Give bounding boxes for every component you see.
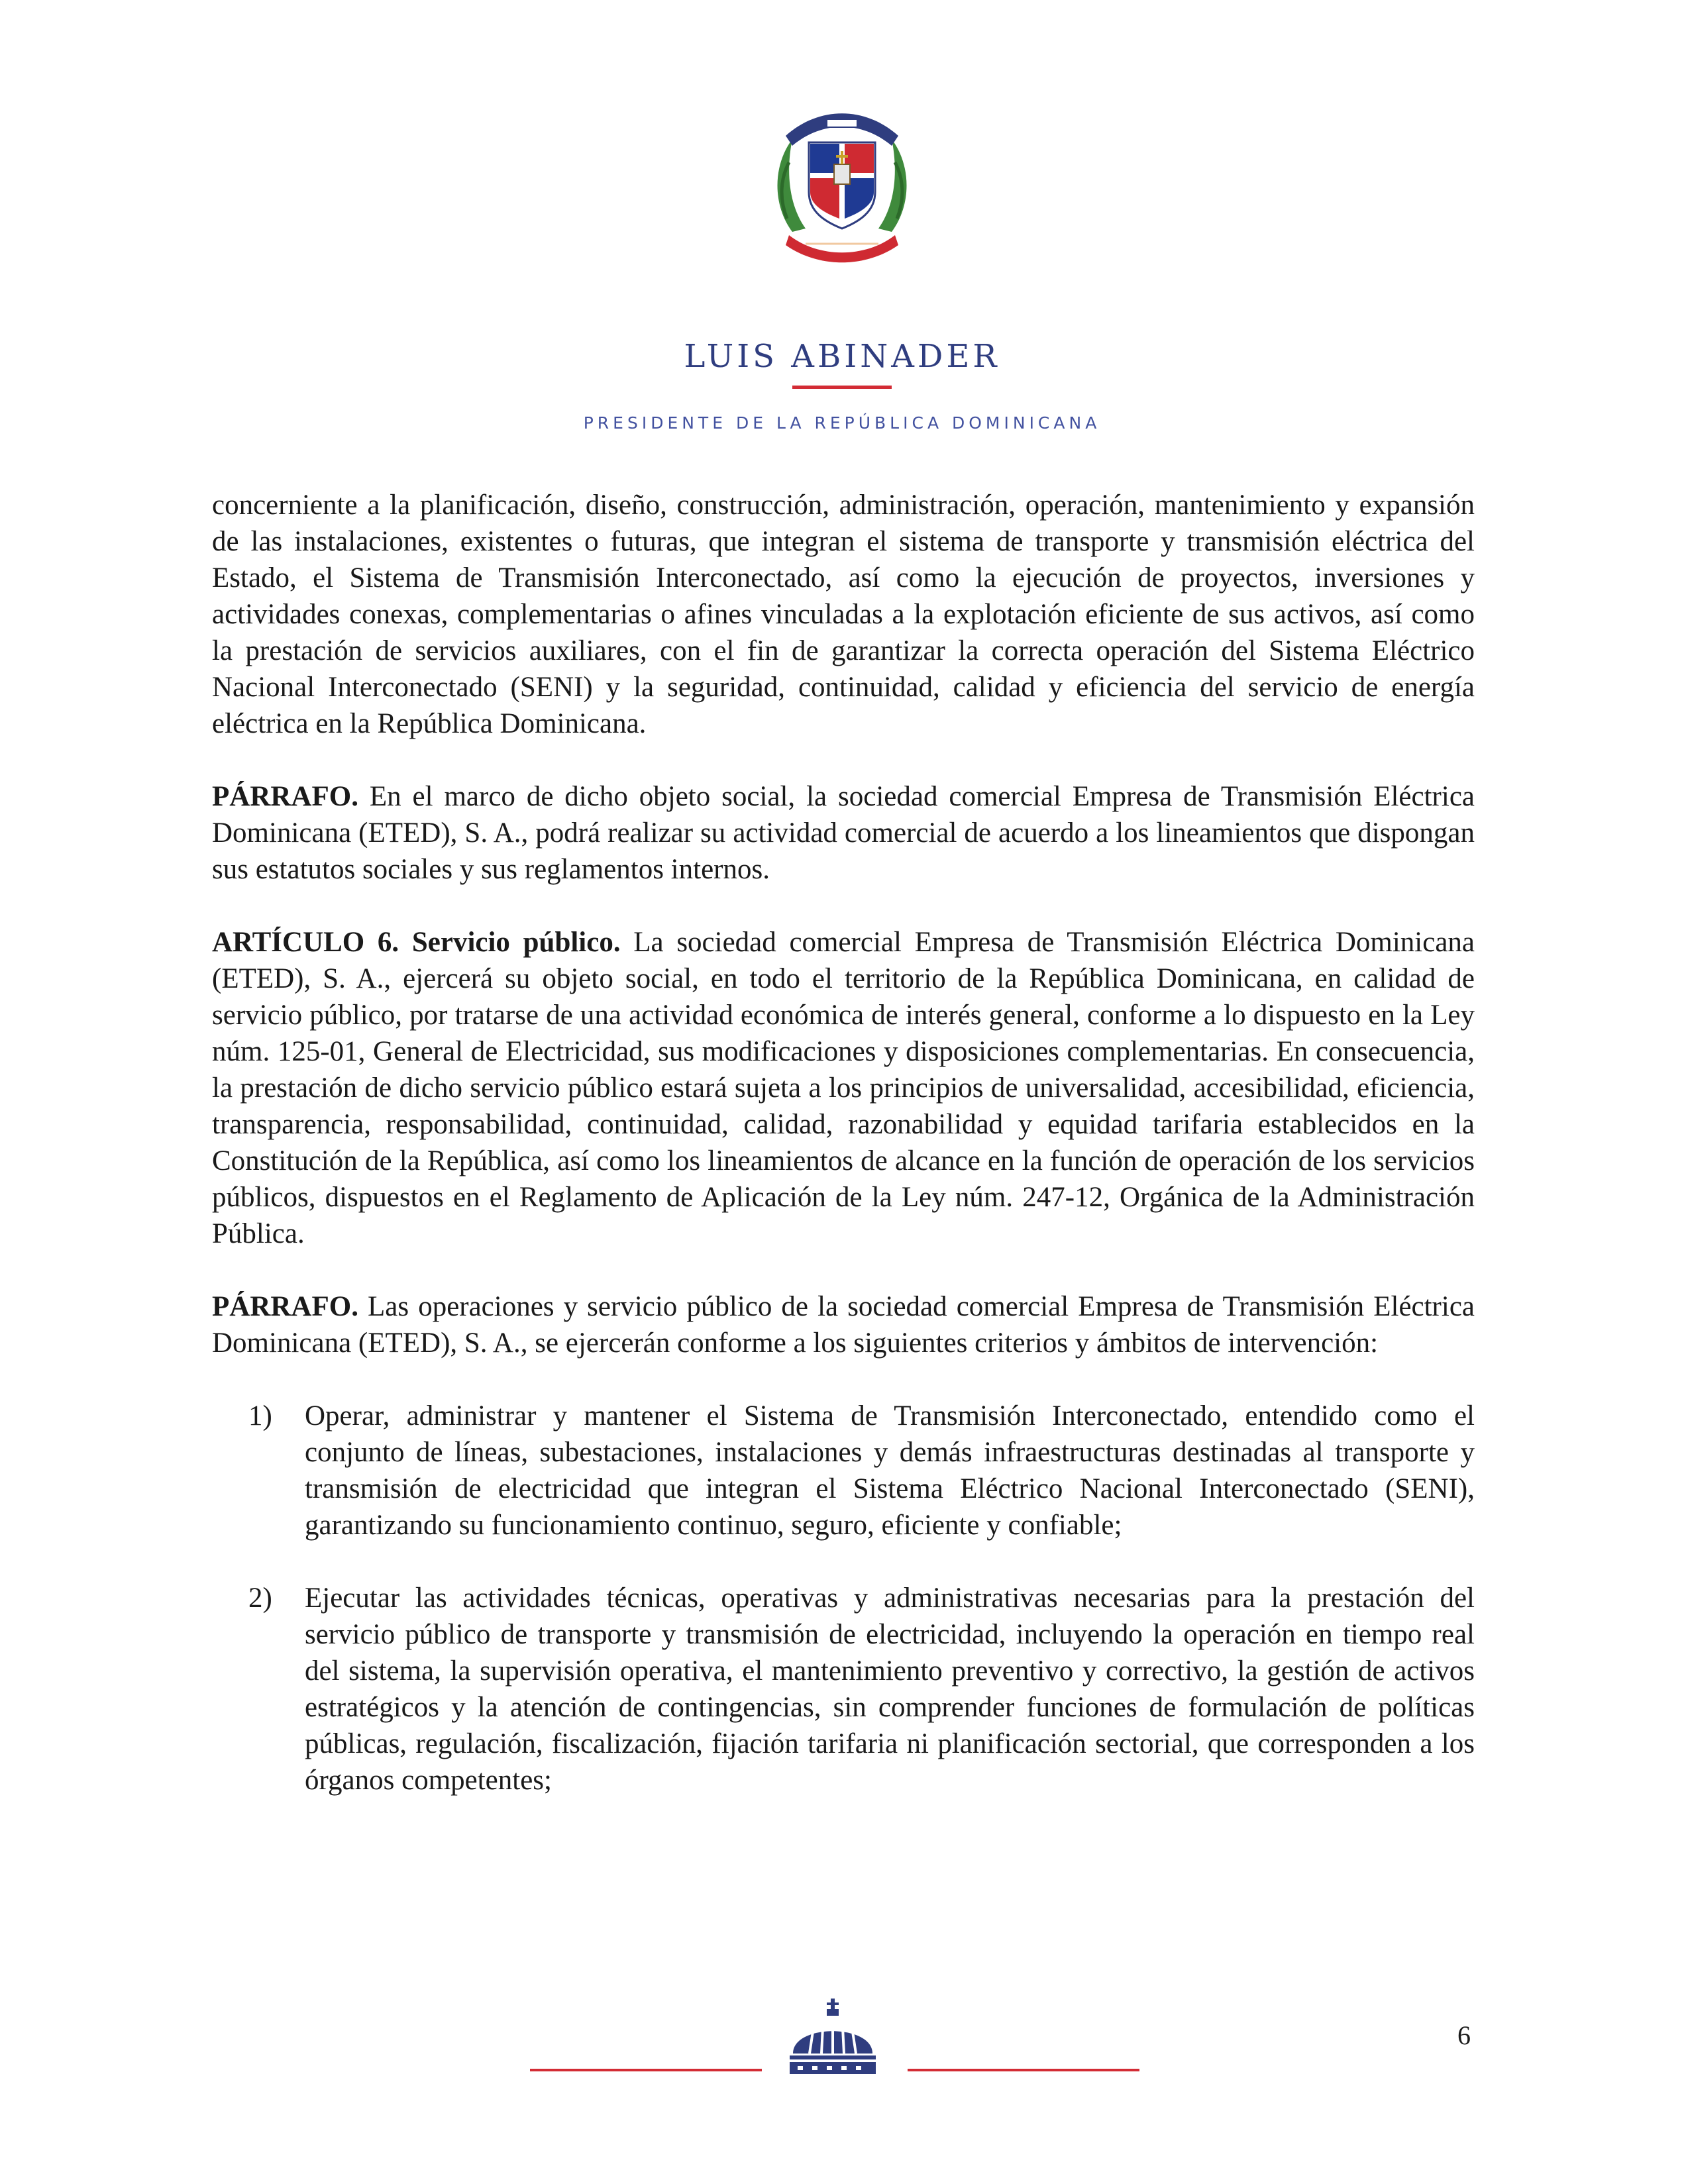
page-number: 6 <box>1457 2020 1471 2050</box>
document-body <box>212 487 1475 1798</box>
footer-divider-right <box>908 2069 1139 2071</box>
letterhead <box>0 99 1684 434</box>
list-item-text: Ejecutar las actividades técnicas, operativas y administrativas necesarias para la prestación del servicio público de transporte y transmisión de electricidad, incluyendo la operación en tiempo real del sistema, la supervisión operativa, el mantenimiento preventivo y correctivo, la gestión de activos estratégicos y la atención de contingencias, sin comprender funciones de formulación de políticas públicas, regulación, fiscalización, fijación tarifaria ni planificación sectorial, que corresponden a los órganos competentes; <box>305 1583 1475 1796</box>
parrafo-2-text: Las operaciones y servicio público de la sociedad comercial Empresa de Transmisión Eléctrica Dominicana (ETED), S. A., se ejercerán conforme a los siguientes criterios y ámbitos de intervención: <box>212 1291 1475 1359</box>
list-item-text: Operar, administrar y mantener el Sistema de Transmisión Interconectado, entendido como el conjunto de líneas, subestaciones, instalaciones y demás infraestructuras destinadas al transporte y transmisión de electricidad que integran el Sistema Eléctrico Nacional Interconectado (SENI), garantizando su funcionamiento continuo, seguro, eficiente y confiable; <box>305 1400 1475 1541</box>
parrafo-2-label: PÁRRAFO. <box>212 1291 358 1322</box>
parrafo-2 <box>212 1288 1475 1361</box>
parrafo-1 <box>212 778 1475 888</box>
letterhead-subtitle: PRESIDENTE DE LA REPÚBLICA DOMINICANA <box>583 413 1101 433</box>
intro-paragraph: concerniente a la planificación, diseño, construcción, administración, operación, mantenimiento y expansión de las instalaciones, existentes o futuras, que integran el sistema de transporte y transmisión eléctrica del Estado, el Sistema de Transmisión Interconectado, así como la ejecución de proyectos, inversiones y actividades conexas, complementarias o afines vinculadas a la explotación eficiente de sus activos, así como la prestación de servicios auxiliares, con el fin de garantizar la correcta operación del Sistema Eléctrico Nacional Interconectado (SENI) y la seguridad, continuidad, calidad y eficiencia del servicio de energía eléctrica en la República Dominicana. <box>212 490 1475 739</box>
palace-dome-icon <box>783 1997 882 2080</box>
parrafo-1-text: En el marco de dicho objeto social, la sociedad comercial Empresa de Transmisión Eléctrica Dominicana (ETED), S. A., podrá realizar su actividad comercial de acuerdo a los lineamientos que dispongan sus estatutos sociales y sus reglamentos internos. <box>212 781 1475 885</box>
name-divider <box>792 386 892 389</box>
list-item-number: 2) <box>248 1583 272 1614</box>
letterhead-name: LUIS ABINADER <box>684 338 1000 375</box>
list-item <box>212 1580 1475 1798</box>
parrafo-1-label: PÁRRAFO. <box>212 781 358 812</box>
articulo-6-label: ARTÍCULO 6. Servicio público. <box>212 927 621 958</box>
list-item-number: 1) <box>248 1400 272 1431</box>
footer-divider-left <box>530 2069 762 2071</box>
articulo-6-text: La sociedad comercial Empresa de Transmisión Eléctrica Dominicana (ETED), S. A., ejercerá su objeto social, en todo el territorio de la República Dominicana, en calidad de servicio público, por tratarse de una actividad económica de interés general, conforme a lo dispuesto en la Ley núm. 125-01, General de Electricidad, sus modificaciones y disposiciones complementarias. En consecuencia, la prestación de dicho servicio público estará sujeta a los principios de universalidad, accesibilidad, eficiencia, transparencia, responsabilidad, continuidad, calidad, razonabilidad y equidad tarifaria establecidos en la Constitución de la República, así como los lineamientos de alcance en la función de operación de los servicios públicos, dispuestos en el Reglamento de Aplicación de la Ley núm. 247-12, Orgánica de la Administración Pública. <box>212 927 1475 1249</box>
coat-of-arms-icon <box>766 99 918 265</box>
articulo-6 <box>212 924 1475 1252</box>
list-item <box>212 1398 1475 1543</box>
